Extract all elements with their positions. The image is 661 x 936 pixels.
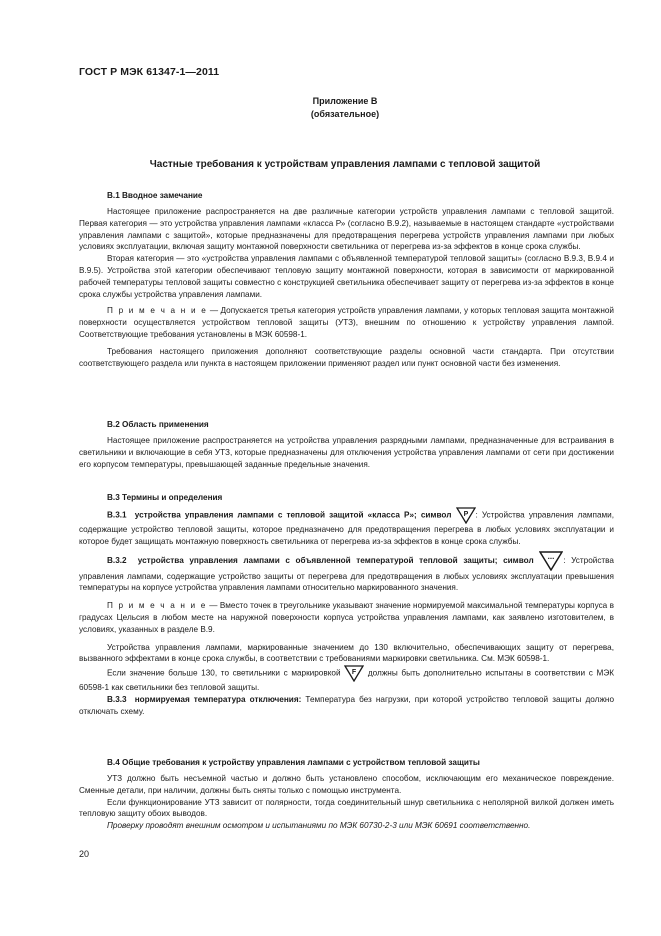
term-number: В.3.1 — [107, 510, 127, 520]
section-b2-heading: В.2 Область применения — [107, 420, 209, 429]
term-name: устройства управления лампами с объявленной температурой тепловой защиты; символ — [137, 555, 534, 565]
document-header: ГОСТ Р МЭК 61347-1—2011 — [79, 66, 220, 78]
note-text: — Допускается третья категория устройств управления лампами, у которых тепловая защита монтажной поверхности осуществляется устройством тепловой защиты (УТЗ), внешним по отношению к устройству управления лампой. Соответствующие требования установлены в МЭК 60598-1. — [79, 306, 614, 339]
luminaire-f-marking-icon — [344, 665, 364, 682]
annex-type: (обязательное) — [310, 109, 380, 119]
b1-note — [79, 305, 614, 340]
svg-text:F: F — [352, 669, 357, 677]
section-b1-body — [79, 206, 614, 369]
b1-paragraph-2: Вторая категория — это «устройства управления лампами с объявленной температурой тепловой защиты» (согласно В.9.3, В.9.4 и В.9.5). Устройства этой категории обеспечивают тепловую защиту монтажной поверхности, которая в зависимости от маркированной рабочей температуры тепловой защиты совместно с конструкцией светильника обеспечивает защиту от перегрева из-за эффектов в конце срока службы устройства управления лампами. — [79, 254, 614, 299]
section-b2-body — [79, 435, 614, 470]
b1-paragraph-1: Настоящее приложение распространяется на две различные категории устройств управления лампами с тепловой защитой. Первая категория — это устройства управления лампами «класса Р» (согласно В.9.2), называемые в настоящем стандарте «устройствами управления лампами с защитой», которые предназначены для предотвращения перегрева устройств управления лампами при любых условиях эксплуатации, включая защиту монтажной поверхности светильника от перегрева из-за эффектов в конце срока службы. — [79, 207, 614, 252]
b2-paragraph-1: Настоящее приложение распространяется на устройства управления разрядными лампами, предназначенные для встраивания в светильники и включающие в себя УТЗ, которые предназначены для отключения устройства управления лампами от сети при достижении его корпусом температуры, превышающей заданные предельные значения. — [79, 436, 614, 469]
b4-paragraph-3: Проверку проводят внешним осмотром и испытаниями по МЭК 60730-2-3 или МЭК 60691 соответственно. — [107, 821, 531, 831]
term-b32 — [79, 551, 614, 595]
section-b3-heading: В.3 Термины и определения — [107, 493, 223, 502]
note-label: П р и м е ч а н и е — [107, 601, 207, 611]
svg-text:P: P — [463, 511, 468, 518]
annex-title: Приложение В — [312, 96, 378, 106]
term-name: устройства управления лампами с тепловой защитой «класса Р»; символ — [134, 510, 452, 520]
section-b1-heading: В.1 Вводное замечание — [107, 191, 203, 200]
b1-paragraph-3: Требования настоящего приложения дополняют соответствующие разделы основной части стандарта. При отсутствии соответствующего раздела или пункта в настоящем приложении применяют раздел или пункт основной части без изменения. — [79, 346, 614, 368]
term-b33 — [79, 694, 614, 718]
b4-paragraph-2: Если функционирование УТЗ зависит от полярности, тогда соединительный шнур светильника с неполярной вилкой должен иметь тепловую защиту обоих выводов. — [79, 797, 614, 819]
declared-temperature-triangle-icon — [539, 551, 563, 571]
note-text: — Вместо точек в треугольнике указывают значение нормируемой максимальной температуры корпуса в градусах Цельсия в любом месте на наружной поверхности корпуса устройства управления лампами, как заявлено изготовителем, в условиях, указанных в разделе В.9. — [79, 601, 614, 634]
term-name: нормируемая температура отключения: — [134, 694, 302, 704]
b3-note — [79, 600, 614, 635]
b3-paragraph-2 — [79, 665, 614, 694]
paragraph-text: Если значение больше 130, то светильники с маркировкой — [107, 668, 341, 678]
note-label: П р и м е ч а н и е — [107, 306, 208, 316]
term-number: В.3.2 — [107, 555, 127, 565]
page-number: 20 — [79, 849, 90, 859]
section-b4-heading: В.4 Общие требования к устройству управления лампами с устройством тепловой защиты — [107, 758, 480, 767]
b4-paragraph-1: УТЗ должно быть несъемной частью и должно быть установлено способом, исключающим его механическое повреждение. Сменные детали, при наличии, должны быть сняты только с помощью инструмента. — [79, 774, 614, 795]
svg-text:...: ... — [547, 551, 555, 561]
b3-paragraph-1: Устройства управления лампами, маркированные значением до 130 включительно, обеспечивающих защиту от перегрева, вызванного эффектами в конце срока службы, в соответствии с требованиями маркировки светильника. См. МЭК 60598-1. — [79, 642, 614, 664]
term-definition: : Устройства управления лампами, содержащие устройство защиты от перегрева для предотвращения в любых условиях эксплуатации превышения температуры на корпусе устройства управления лампами относительно маркированного значения. — [79, 555, 614, 593]
term-b31 — [79, 507, 614, 548]
term-definition: Температура без нагрузки, при которой устройство тепловой защиты должно отключать схему. — [79, 694, 614, 716]
term-definition: : Устройства управления лампами, содержащие устройство тепловой защиты, которое предназначено для предотвращения перегрева в любых условиях эксплуатации и которое будет защищать монтажную поверхность светильника от перегрева из-за эффектов в конце срока службы. — [79, 510, 614, 546]
paragraph-text: должны быть дополнительно испытаны в соответствии с МЭК 60598-1 как светильники без тепловой защиты. — [79, 668, 615, 693]
section-b4-body — [79, 773, 614, 832]
section-b3-body — [79, 507, 614, 718]
thermal-protection-class-p-icon — [456, 507, 476, 524]
term-number: В.3.3 — [107, 694, 127, 704]
main-title: Частные требования к устройствам управления лампами с тепловой защитой — [149, 159, 541, 170]
